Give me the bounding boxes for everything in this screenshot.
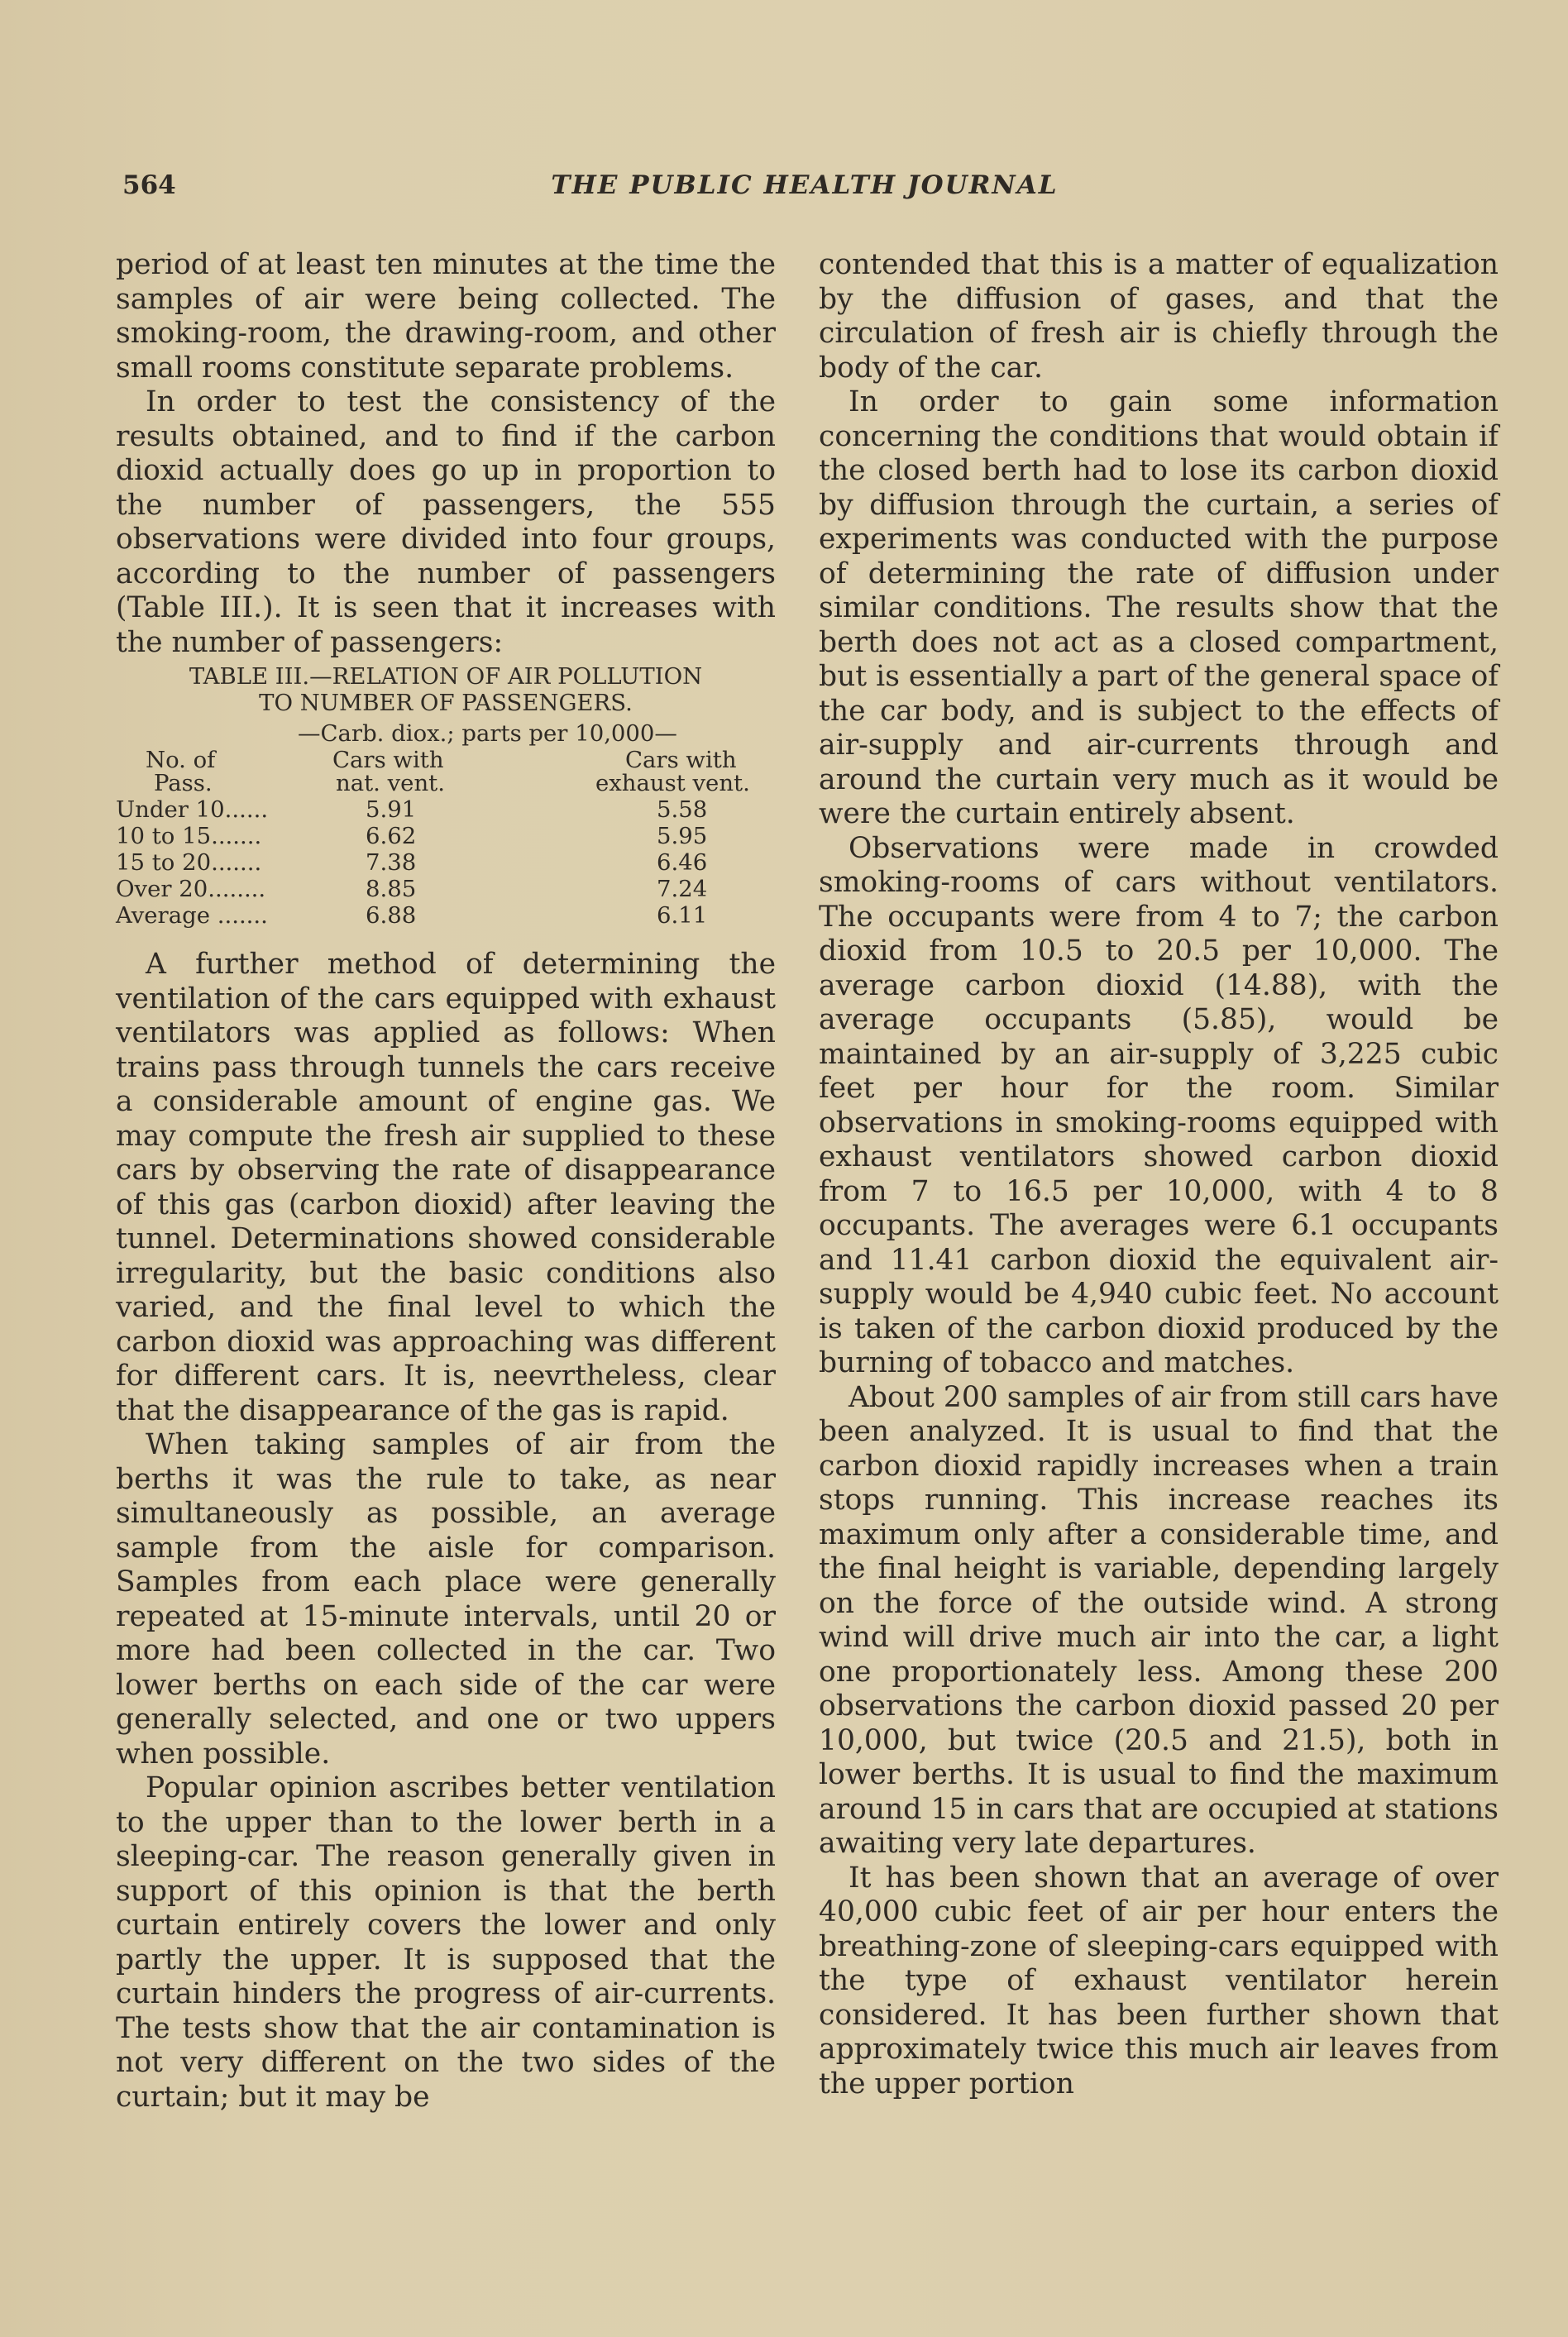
- table-cell-nat: 7.38: [366, 849, 417, 876]
- table-cell-nat: 6.62: [366, 823, 417, 849]
- table-cell-exhaust: 5.58: [657, 796, 708, 823]
- paragraph: A further method of determining the ventilation of the cars equipped with exhaust ventilators was applied as follows: When trains pass through tunnels the cars receive a considerable amount of engine gas. We may compute the fresh air supplied to these cars by observing the rate of disappearance of this gas (carbon dioxid) after leaving the tunnel. Determinations showed considerable irregularity, but the basic conditions also varied, and the final level to which the carbon dioxid was approaching was different for different cars. It is, neevrtheless, clear that the disappearance of the gas is rapid.: [116, 948, 776, 1427]
- table-row-label: Over 20........: [116, 876, 266, 902]
- table-cell-exhaust: 7.24: [657, 876, 708, 902]
- table-row-label: Average .......: [116, 902, 268, 929]
- table-row: [116, 850, 776, 878]
- journal-title: THE PUBLIC HEALTH JOURNAL: [551, 170, 1059, 200]
- table-cell-nat: 8.85: [366, 876, 417, 902]
- table-title-line: TABLE III.—RELATION OF AIR POLLUTION: [189, 663, 703, 690]
- paragraph: Observations were made in crowded smoking-rooms of cars without ventilators. The occupants were from 4 to 7; the carbon dioxid from 10.5 to 20.5 per 10,000. The average carbon dioxid (14.88), with the average occupants (5.85), would be maintained by an air-supply of 3,225 cubic feet per hour for the room. Similar observations in smoking-rooms equipped with exhaust ventilators showed carbon dioxid from 7 to 16.5 per 10,000, with 4 to 8 occupants. The averages were 6.1 occupants and 11.41 carbon dioxid the equivalent air-supply would be 4,940 cubic feet. No account is taken of the carbon dioxid produced by the burning of tobacco and matches.: [819, 831, 1499, 1379]
- table-row-label: 15 to 20.......: [116, 849, 262, 876]
- table-row-label: Under 10......: [116, 796, 269, 823]
- paragraph: In order to gain some information concerning the conditions that would obtain if the closed berth had to lose its carbon dioxid by diffusion through the curtain, a series of experiments was conducted with the purpose of determining the rate of diffusion under similar conditions. The results show that the berth does not act as a closed compartment, but is essentially a part of the general space of the car body, and is subject to the effects of air-supply and air-currents through and around the curtain very much as it would be were the curtain entirely absent.: [819, 385, 1499, 830]
- paragraph: contended that this is a matter of equalization by the diffusion of gases, and that the circulation of fresh air is chiefly through the body of the car.: [819, 248, 1499, 385]
- paragraph: About 200 samples of air from still cars have been analyzed. It is usual to find that the carbon dioxid rapidly increases when a train stops running. This increase reaches its maximum only after a considerable time, and the final height is variable, depending largely on the force of the outside wind. A strong wind will drive much air into the car, a light one proportionately less. Among these 200 observations the carbon dioxid passed 20 per 10,000, but twice (20.5 and 21.5), both in lower berths. It is usual to find the maximum around 15 in cars that are occupied at stations awaiting very late departures.: [819, 1380, 1499, 1860]
- paragraph: Popular opinion ascribes better ventilation to the upper than to the lower berth in a sleeping-car. The reason generally given in support of this opinion is that the berth curtain entirely covers the lower and only partly the upper. It is supposed that the curtain hinders the progress of air-currents. The tests show that the air contamination is not very different on the two sides of the curtain; but it may be: [116, 1771, 776, 2114]
- table-row: [116, 824, 776, 852]
- table-row-label: 10 to 15.......: [116, 823, 262, 849]
- table-cell-exhaust: 6.11: [657, 902, 708, 929]
- table-cell-exhaust: 6.46: [657, 849, 708, 876]
- table-iii: [116, 663, 776, 936]
- table-title: [116, 663, 776, 716]
- table-body: [116, 721, 776, 936]
- table-col-header: No. of: [146, 747, 216, 773]
- table-group-header: —Carb. diox.; parts per 10,000—: [298, 720, 677, 747]
- left-column: [116, 248, 776, 2115]
- table-col-header: Pass.: [154, 770, 213, 796]
- page-number: 564: [122, 170, 176, 200]
- table-cell-exhaust: 5.95: [657, 823, 708, 849]
- table-title-line: TO NUMBER OF PASSENGERS.: [259, 690, 633, 716]
- table-col-header: nat. vent.: [336, 770, 445, 796]
- table-col-header: exhaust vent.: [595, 770, 750, 796]
- paragraph: period of at least ten minutes at the time the samples of air were being collected. The smoking-room, the drawing-room, and other small rooms constitute separate problems.: [116, 248, 776, 385]
- table-row: [116, 797, 776, 825]
- right-column: [819, 248, 1499, 2101]
- paragraph: When taking samples of air from the berths it was the rule to take, as near simultaneously as possible, an average sample from the aisle for comparison. Samples from each place were generally repeated at 15-minute intervals, until 20 or more had been collected in the car. Two lower berths on each side of the car were generally selected, and one or two uppers when possible.: [116, 1428, 776, 1771]
- page-header: [122, 170, 1487, 212]
- table-col-header: Cars with: [332, 747, 444, 773]
- table-row: [116, 903, 776, 931]
- table-cell-nat: 6.88: [366, 902, 417, 929]
- table-row: [116, 877, 776, 905]
- paragraph: In order to test the consistency of the results obtained, and to find if the carbon dioxid actually does go up in proportion to the number of passengers, the 555 observations were divided into four groups, according to the number of passengers (Table III.). It is seen that it increases with the number of passengers:: [116, 385, 776, 659]
- table-cell-nat: 5.91: [366, 796, 417, 823]
- paragraph: It has been shown that an average of over 40,000 cubic feet of air per hour enters the breathing-zone of sleeping-cars equipped with the type of exhaust ventilator herein considered. It has been further shown that approximately twice this much air leaves from the upper portion: [819, 1861, 1499, 2100]
- table-col-header: Cars with: [625, 747, 737, 773]
